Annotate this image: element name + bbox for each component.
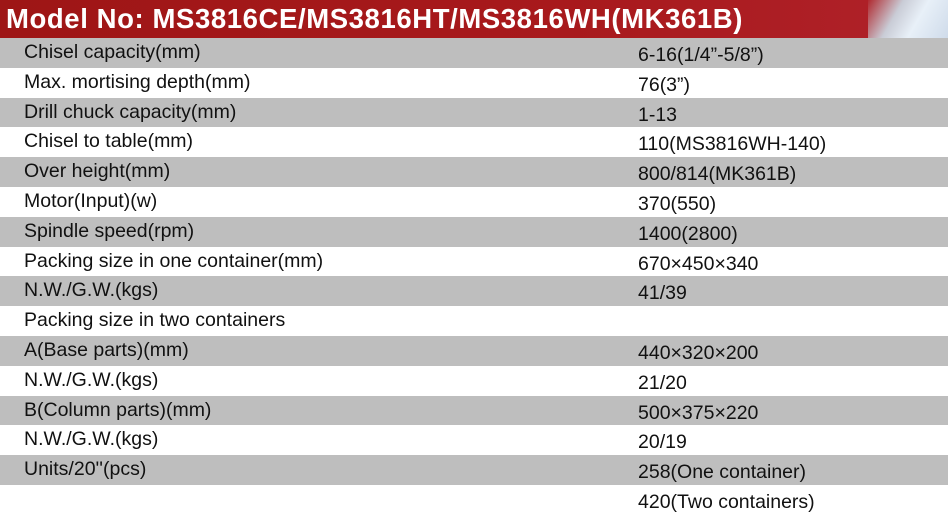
spec-row-motor [0,187,948,217]
spec-value: 420(Two containers) [638,490,815,513]
spec-value: 370(550) [638,192,717,215]
spec-row-packing-one [0,247,948,277]
spec-row-chisel-to-table [0,127,948,157]
spec-label: N.W./G.W.(kgs) [24,279,159,302]
spec-label: Packing size in one container(mm) [24,249,324,272]
spec-value: 21/20 [638,371,687,394]
spec-label: N.W./G.W.(kgs) [24,428,159,451]
spec-value: 1-13 [638,103,678,126]
spec-value: 6-16(1/4”-5/8”) [638,44,764,66]
spec-label: Units/20''(pcs) [24,458,147,481]
spec-label: Max. mortising depth(mm) [24,70,251,93]
spec-row-column-parts [0,396,948,426]
spec-label: Over height(mm) [24,160,171,183]
spec-value: 41/39 [638,282,687,305]
spec-label: Chisel to table(mm) [24,130,194,153]
model-number-title: Model No: MS3816CE/MS3816HT/MS3816WH(MK361B) [6,3,743,34]
spec-label: Motor(Input)(w) [24,189,158,212]
spec-value: 500×375×220 [638,401,759,424]
spec-label: A(Base parts)(mm) [24,338,189,361]
spec-value: 800/814(MK361B) [638,163,797,186]
spec-row-units-two [0,485,948,515]
spec-value: 76(3”) [638,73,691,96]
spec-row-mortising-depth [0,68,948,98]
spec-row-weight-base [0,366,948,396]
spec-label: N.W./G.W.(kgs) [24,368,159,391]
spec-label: B(Column parts)(mm) [24,398,212,421]
spec-row-over-height [0,157,948,187]
spec-label: Chisel capacity(mm) [24,41,201,63]
spec-value: 20/19 [638,431,687,454]
spec-value: 440×320×200 [638,341,759,364]
model-header-bar [0,0,948,38]
spec-row-base-parts [0,336,948,366]
header-decorative-accent [868,0,948,38]
spec-row-weight-column [0,425,948,455]
spec-row-spindle-speed [0,217,948,247]
spec-label: Drill chuck capacity(mm) [24,100,237,123]
spec-value: 1400(2800) [638,222,738,245]
spec-row-chisel-capacity [0,38,948,68]
spec-row-weight-one [0,276,948,306]
spec-value: 110(MS3816WH-140) [638,133,827,156]
spec-value: 670×450×340 [638,252,759,275]
spec-row-drill-chuck [0,98,948,128]
spec-table [0,38,948,515]
spec-value: 258(One container) [638,461,807,484]
spec-label: Spindle speed(rpm) [24,219,195,242]
spec-row-packing-two-heading [0,306,948,336]
spec-label: Packing size in two containers [24,309,286,332]
spec-row-units [0,455,948,485]
